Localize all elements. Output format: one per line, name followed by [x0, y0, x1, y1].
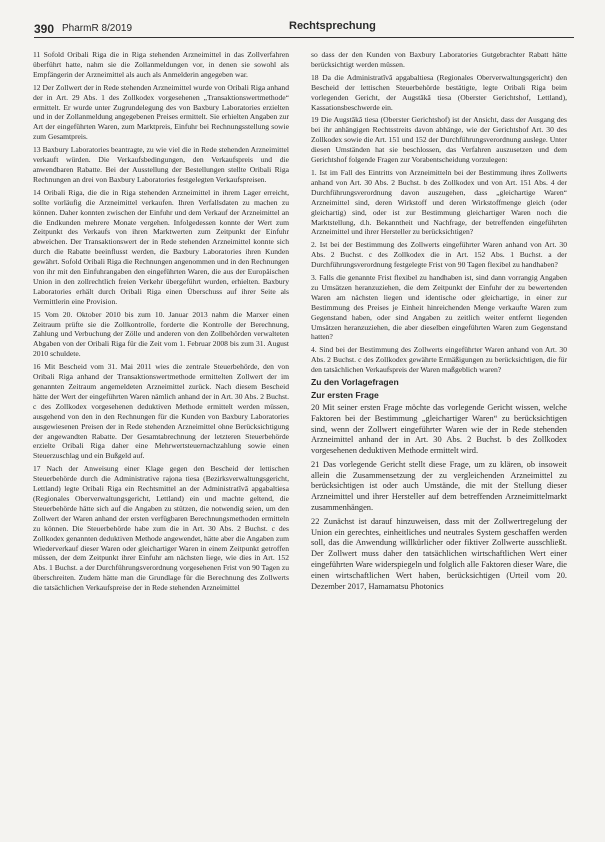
paragraph: 19 Die Augstākā tiesa (Oberster Gerichtshof) ist der Ansicht, dass der Ausgang des bei ihr anhängigen Rechtsstreits davon abhänge, wie der Gerichtshof Art. 30 des Zollkodex sowie die Art. 151 und 152 der Durchführungsverordnung auslege. Unter diesen Umständen hat sie beschlossen, das Verfahren auszusetzen und dem Gerichtshof folgende Fragen zur Vorabentscheidung vorzulegen: — [311, 115, 567, 165]
paragraph: 14 Oribali Riga, die die in Riga stehenden Arzneimittel in ihrem Lager erreicht, sollte vorläufig die Arzneimittel verkaufen. Ihren Verfallsdaten zu machen zu können. Daher konnten zwischen der Einfuhr und dem Verkauf der Arzneimittel an die Endkunden mehrere Monate vergehen. Infolgedessen konnte der Wert zum Zeitpunkt des Verkaufs von ihren Marktwerten zum Zeitpunkt der Einfuhr abweichen. Der Transaktionswert der in Rede stehenden Arzneimittel konnte sich durch die Rabatte beeinflusst werden, die Baxbury Laboratories ihren Kunden gewährt. Sofold Oribali Riga die Rechnungen angenommen und in den Rechnungen von ihr mit den Einfuhrangaben den eingeführten Waren, die aus der Europäischen Union in den zollrechtlich freien Verkehr übergeführt wurden, erhielten. Baxbury Laboratories erhält durch Oribali Riga einen Überschuss auf ihrer Seite als Vermittlerin eine Provision. — [33, 187, 289, 306]
right-column — [311, 50, 567, 595]
question-item: 4. Sind bei der Bestimmung des Zollwerts eingeführter Waren anhand von Art. 30 Abs. 2 Buchst. c des Zollkodex gewährte Ermäßigungen zu berücksichtigen, die für den tatsächlichen Verkaufspreis der Waren maßgeblich waren? — [311, 345, 567, 375]
section-title: Rechtsprechung — [289, 20, 376, 32]
paragraph: 18 Da die Administratīvā apgabaltiesa (Regionales Oberverwaltungsgericht) den Bescheid der lettischen Steuerbehörde bestätigte, legte Oribali Riga beim vorlegenden Gericht, der Augstākā tiesa (Oberster Gerichtshof, Lettland), Kassationsbeschwerde ein. — [311, 72, 567, 112]
paragraph: 15 Vom 20. Oktober 2010 bis zum 10. Januar 2013 nahm die Marxer einen Zeitraum prüfte sie die Zollkontrolle, forderte die Kontrolle der Berechnung, Zahlung und Verbuchung der Zölle und anderen von den Zollbehörden verwalteten Abgaben von der Oribali Riga für die Zeit vom 1. Februar 2008 bis zum 31. August 2010 schuldete. — [33, 309, 289, 359]
question-item: 2. Ist bei der Bestimmung des Zollwerts eingeführter Waren anhand von Art. 30 Abs. 2 Buchst. c des Zollkodex die in Art. 152 Abs. 1 Buchst. a der Durchführungsverordnung festgelegte Frist von 90 Tagen flexibel zu handhaben? — [311, 240, 567, 270]
section-heading: Zu den Vorlagefragen — [311, 377, 399, 388]
subsection-heading: Zur ersten Frage — [311, 390, 379, 400]
paragraph: 16 Mit Bescheid vom 31. Mai 2011 wies die zentrale Steuerbehörde, den von Oribali Riga anhand der Transaktionswertmethode ermittelten Zollwert der im genannten Zeitraum angemeldeten Arzneimittel zurück. Nach diesem Bescheid hätte der Wert der eingeführten Waren nämlich anhand der in Art. 30 Abs. 2 Buchst. c des Zollkodex vorgesehenen deduktiven Methode ermittelt werden müssen, ausgehend von den in den Rechnungen für die Kunden von Baxbury Laboratories ausgewiesenen Preisen der in Rede stehenden Arzneimittel ohne Berücksichtigung der angewandten Rabatte. Der Gesamtabrechnung der letzteren Steuerbehörde erzielte Oribali Riga daher eine Mehrwertsteuernachzahlung sowie einen Steuerzuschlag und ein Bußgeld auf. — [33, 362, 289, 461]
journal-name: PharmR 8/2019 — [62, 23, 133, 34]
left-column — [33, 50, 289, 596]
header-rule — [34, 37, 574, 38]
page-number: 390 — [34, 22, 55, 36]
paragraph: 12 Der Zollwert der in Rede stehenden Arzneimittel wurde von Oribali Riga anhand der in Art. 29 Abs. 1 des Zollkodex vorgesehenen „Transaktionswertmethode“ ermittelt. Er wurde unter Zugrundelegung des von Baxbury Laboratories erzielten und in der Zollanmeldung angegebenen Preises ermittelt. Sie erhielten Angaben zur Art der eingeführten Waren, zum Marktpreis, Einfuhr bei Rechnungsstellung sowie zum Gesamtpreis. — [33, 82, 289, 142]
question-item: 1. Ist im Fall des Eintritts von Arzneimitteln bei der Bestimmung ihres Zollwerts anhand von Art. 30 Abs. 2 Buchst. b des Zollkodex und von Art. 151 Abs. 4 der Durchführungsverordnung davon auszugehen, dass „gleichartige Waren“ Arzneimittel sind, deren Wirkstoff und deren Wirkstoffmenge gleich (oder gleichartig) sind, oder ist zur Bestimmung gleichartiger Waren noch die Marktstellung, d.h. Bekanntheit und Nachfrage, der betreffenden eingeführten Arzneimittel und ihrer Hersteller zu berücksichtigen? — [311, 167, 567, 237]
paragraph: 20 Mit seiner ersten Frage möchte das vorlegende Gericht wissen, welche Faktoren bei der Bestimmung „gleichartiger Waren“ zu berücksichtigen sind, wenn der Zollwert eingeführter Waren wie der in Rede stehenden Arzneimittel anhand der in Art. 30 Abs. 2 Buchst. b des Zollkodex vorgesehenen deduktiven Methode ermittelt wird. — [311, 402, 567, 456]
paragraph: 21 Das vorlegende Gericht stellt diese Frage, um zu klären, ob insoweit allein die Zusammensetzung der zu vergleichenden Arzneimittel zu berücksichtigen ist oder auch Umstände, die mit der Stellung dieser Arzneimittel und ihrer Hersteller auf dem betreffenden Arzneimittelmarkt zusammenhängen. — [311, 459, 567, 513]
paragraph: 22 Zunächst ist darauf hinzuweisen, dass mit der Zollwertregelung der Union ein gerechtes, einheitliches und neutrales System geschaffen werden soll, das die Anwendung willkürlicher oder fiktiver Zollwerte ausschließt. Der Zollwert muss daher den tatsächlichen wirtschaftlichen Wert einer eingeführten Ware widerspiegeln und folglich alle Faktoren dieser Ware, die einen wirtschaftlichen Wert haben, berücksichtigen (Urteil vom 20. Dezember 2017, Hamamatsu Photonics — [311, 516, 567, 591]
paragraph: 11 Sofold Oribali Riga die in Riga stehenden Arzneimittel in das Zollverfahren überführt hatte, nahm sie die Zollanmeldungen vor, in denen sie sowohl als Empfängerin der Arzneimittel als auch als Anmelderin angegeben war. — [33, 50, 289, 79]
paragraph: 17 Nach der Anweisung einer Klage gegen den Bescheid der lettischen Steuerbehörde durch die Administrative rajona tiesa (Bezirksverwaltungsgericht, Lettland) legte Oribali Riga ein Rechtsmittel an der Administratīvā apgabaltiesa (Regionales Oberverwaltungsgericht, Lettland) ein und machte geltend, die Steuerbehörde hätte sich auf die Angaben zu stützen, die notwendig seien, um den Zollwert der Waren anhand der ersten verfügbaren Berechnungsmethoden ermitteln zu können. Die Steuerbehörde habe zum die in Art. 30 Abs. 2 Buchst. c des Zollkodex genannten deduktiven Methode angewendet, hätte aber die Angaben zum Wiederverkauf dieser Waren oder gleichartiger Waren in einem Zeitpunkt getroffen müssen, der dem Zeitpunkt ihrer Einfuhr am nächsten liege, wie dies in Art. 152 Abs. 1 Buchst. a der Durchführungsverordnung vorgesehenen Frist von 90 Tagen zu überschreiten. Zudem hätte man die Grundlage für die Berechnung des Zollwerts die tatsächlichen Verkaufspreise der in Rede stehenden Arzneimittel — [33, 464, 289, 593]
page-header — [34, 20, 574, 40]
paragraph: so dass der den Kunden von Baxbury Laboratories Gutgebrachter Rabatt hätte berücksichtigt werden müssen. — [311, 50, 567, 69]
paragraph: 13 Baxbury Laboratories beantragte, zu wie viel die in Rede stehenden Arzneimittel verkauft würden. Die Verkaufsbedingungen, den Verkaufspreis und die anwendbaren Rabatte. Bei der Ausstellung der Bestellungen stellte Oribali Riga Rechnungen an drei von Baxbury Laboratories festgelegten Verkaufspreisen. — [33, 145, 289, 184]
question-item: 3. Falls die genannte Frist flexibel zu handhaben ist, sind dann vorrangig Angaben zu Umsätzen heranzuziehen, die dem Zeitpunkt der Einfuhr der zu bewertenden Waren am nächsten liegen und identische oder gleichartige, in einer zur Bestimmung des Preises je Einheit hinreichenden Menge verkaufte Waren zum Gegenstand haben, oder sind Angaben zu zeitlich weiter entfernt liegenden Umsätzen heranzuziehen, die aber dieselben eingeführten Waren zum Gegenstand hatten? — [311, 273, 567, 342]
